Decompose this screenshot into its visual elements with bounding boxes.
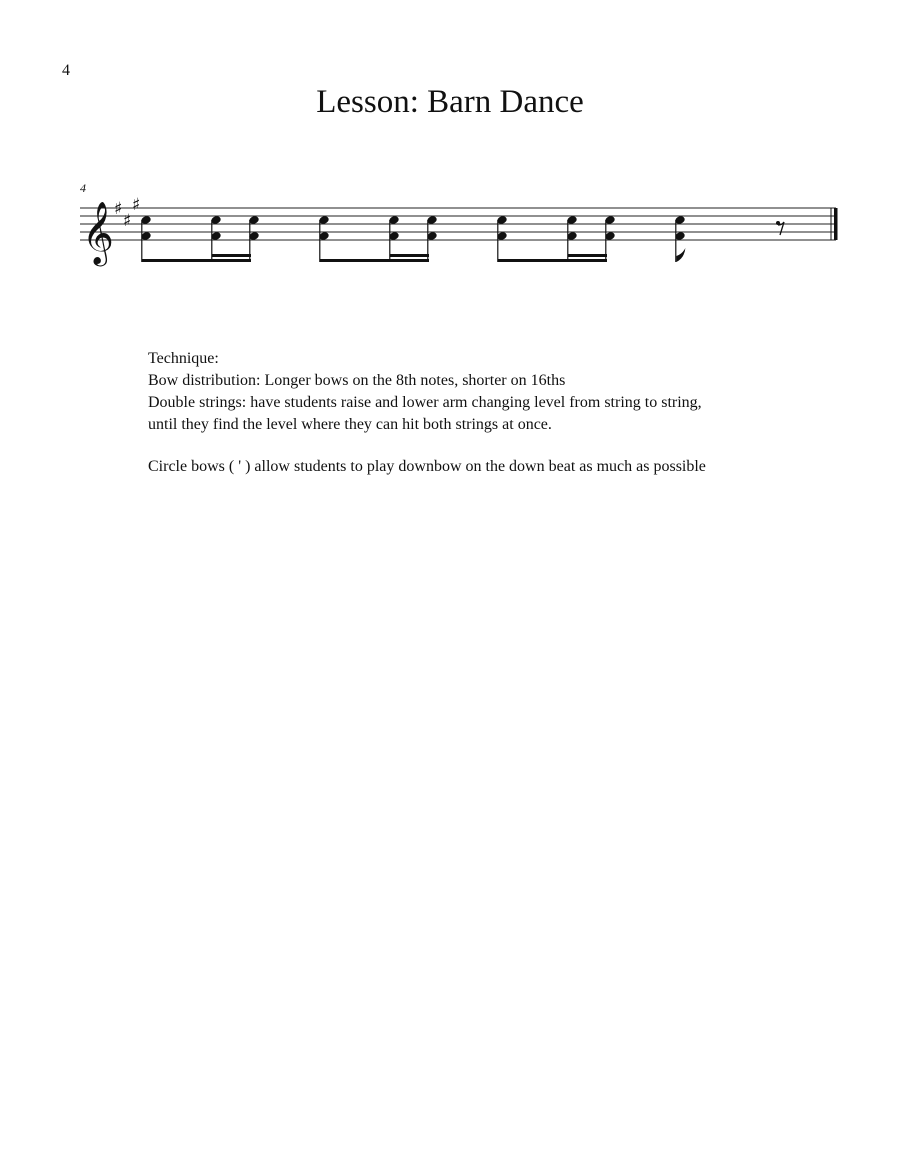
key-signature bbox=[114, 195, 140, 231]
beam-eighth bbox=[498, 259, 607, 262]
treble-clef-glyph: 𝄞 bbox=[82, 201, 114, 264]
beam-eighth bbox=[320, 259, 429, 262]
page-title: Lesson: Barn Dance bbox=[316, 84, 584, 120]
technique-line-double-strings: Double strings: have students raise and lower arm changing level from string to string, bbox=[148, 394, 702, 411]
music-staff bbox=[76, 180, 846, 270]
technique-line-circle-bows: Circle bows ( ' ) allow students to play downbow on the down beat as much as possible bbox=[148, 458, 706, 475]
technique-line-double-strings-cont: until they find the level where they can hit both strings at once. bbox=[148, 416, 552, 433]
technique-line-bow-distribution: Bow distribution: Longer bows on the 8th notes, shorter on 16ths bbox=[148, 372, 566, 389]
sharp-icon: ♯ bbox=[114, 199, 123, 219]
beam-eighth bbox=[142, 259, 251, 262]
page-number: 4 bbox=[62, 62, 70, 79]
technique-heading: Technique: bbox=[148, 350, 219, 367]
measure-number: 4 bbox=[80, 181, 86, 195]
beam-sixteenth bbox=[212, 254, 251, 257]
thick-barline bbox=[834, 208, 838, 240]
technique-notes bbox=[148, 348, 868, 478]
treble-clef-icon bbox=[82, 201, 114, 267]
sharp-icon: ♯ bbox=[123, 211, 132, 231]
notes bbox=[140, 215, 784, 262]
beam-sixteenth bbox=[390, 254, 429, 257]
eighth-flag bbox=[676, 248, 685, 262]
beam-sixteenth bbox=[568, 254, 607, 257]
sharp-icon: ♯ bbox=[132, 195, 141, 215]
staff-lines bbox=[80, 208, 836, 240]
